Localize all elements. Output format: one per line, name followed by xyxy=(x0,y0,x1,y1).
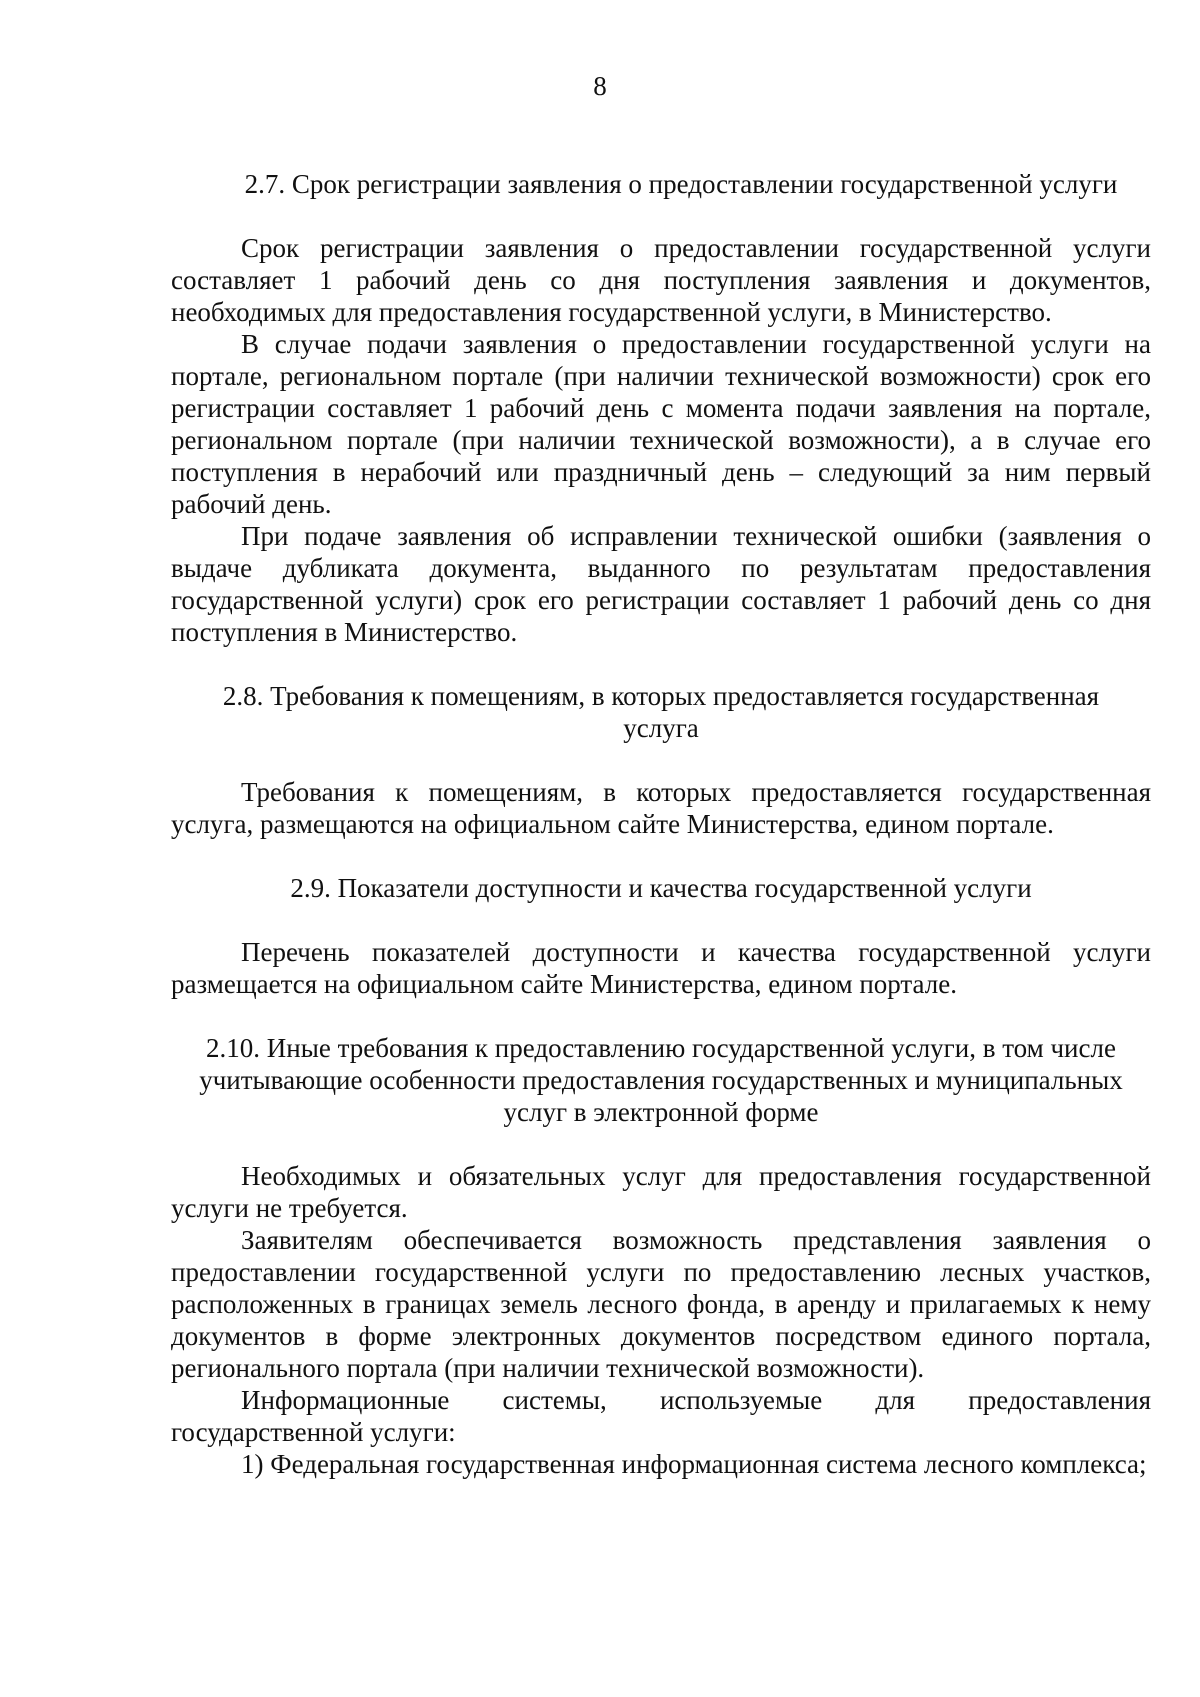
paragraph: В случае подачи заявления о предоставлении государственной услуги на портале, региональном портале (при наличии технической возможности) срок его регистрации составляет 1 рабочий день с момента подачи заявления на портале, региональном портале (при наличии технической возможности), а в случае его поступления в нерабочий или праздничный день – следующий за ним первый рабочий день. xyxy=(171,329,1151,519)
page-number: 8 xyxy=(593,71,607,101)
paragraph: Перечень показателей доступности и качества государственной услуги размещается на официальном сайте Министерства, едином портале. xyxy=(171,937,1151,999)
section-heading: 2.9. Показатели доступности и качества государственной услуги xyxy=(290,873,1032,903)
paragraph: При подаче заявления об исправлении технической ошибки (заявления о выдаче дубликата документа, выданного по результатам предоставления государственной услуги) срок его регистрации составляет 1 рабочий день со дня поступления в Министерство. xyxy=(171,521,1151,647)
section-2-9 xyxy=(171,872,1151,1000)
paragraph: Требования к помещениям, в которых предоставляется государственная услуга, размещаются на официальном сайте Министерства, едином портале. xyxy=(171,777,1151,839)
document-body xyxy=(171,168,1151,1480)
section-heading: 2.7. Срок регистрации заявления о предоставлении государственной услуги xyxy=(244,169,1118,199)
paragraph: Заявителям обеспечивается возможность представления заявления о предоставлении государственной услуги по предоставлению лесных участков, расположенных в границах земель лесного фонда, в аренду и прилагаемых к нему документов в форме электронных документов посредством единого портала, регионального портала (при наличии технической возможности). xyxy=(171,1225,1151,1383)
section-heading: 2.10. Иные требования к предоставлению государственной услуги, в том числе учитывающие особенности предоставления государственных и муниципальных услуг в электронной форме xyxy=(199,1033,1123,1127)
paragraph: Срок регистрации заявления о предоставлении государственной услуги составляет 1 рабочий день со дня поступления заявления и документов, необходимых для предоставления государственной услуги, в Министерство. xyxy=(171,233,1151,327)
section-heading: 2.8. Требования к помещениям, в которых предоставляется государственная услуга xyxy=(222,681,1100,743)
paragraph: Необходимых и обязательных услуг для предоставления государственной услуги не требуется. xyxy=(171,1161,1151,1223)
section-2-7 xyxy=(171,168,1151,648)
section-2-10 xyxy=(171,1032,1151,1480)
section-2-8 xyxy=(171,680,1151,840)
paragraph: 1) Федеральная государственная информационная система лесного комплекса; xyxy=(241,1449,1147,1479)
paragraph: Информационные системы, используемые для предоставления государственной услуги: xyxy=(171,1385,1151,1447)
